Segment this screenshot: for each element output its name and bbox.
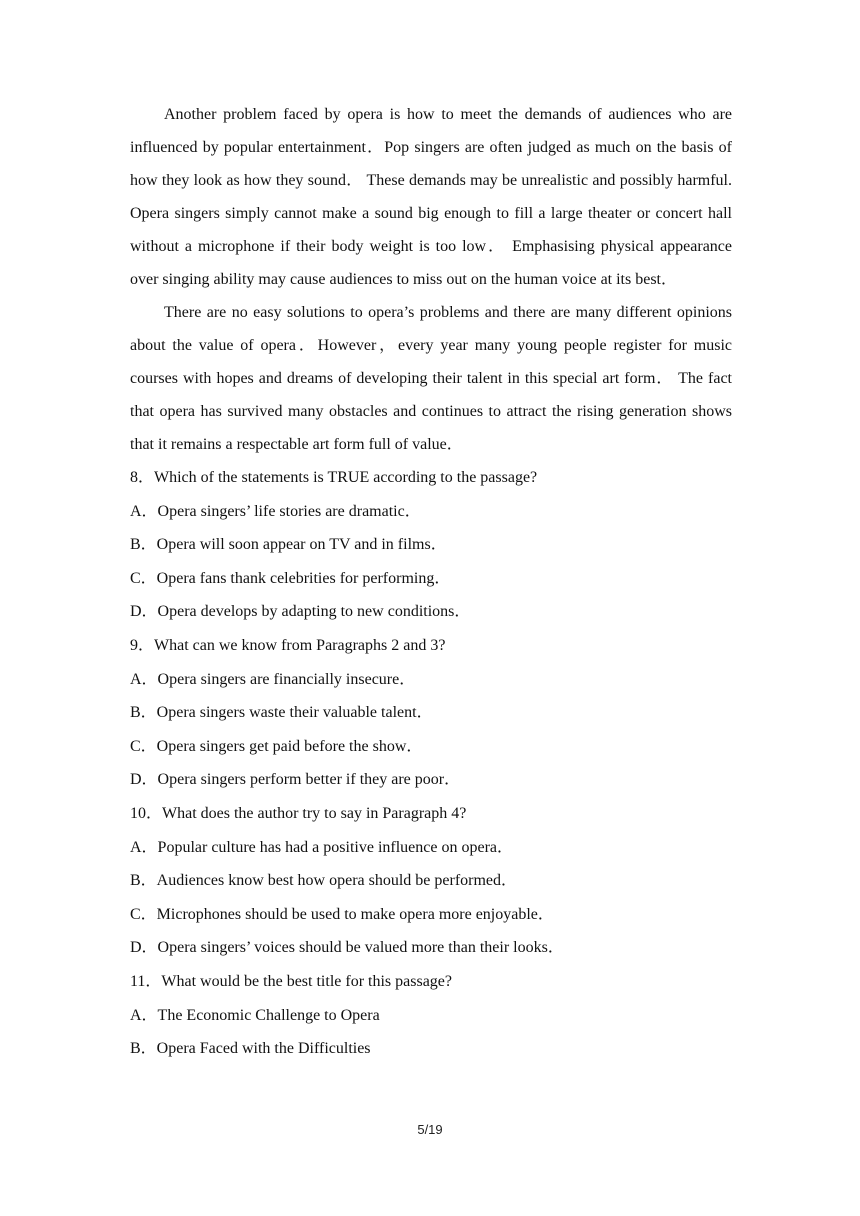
question-9-option-a: A．Opera singers are financially insecure． xyxy=(130,670,416,688)
question-9-option-d: D．Opera singers perform better if they are poor． xyxy=(130,771,461,789)
question-10-option-a: A．Popular culture has had a positive influence on opera． xyxy=(130,838,514,856)
question-10-option-c: C．Microphones should be used to make opera more enjoyable． xyxy=(130,905,554,923)
question-10-option-d: D．Opera singers’ voices should be valued more than their looks． xyxy=(130,939,564,957)
question-10 xyxy=(130,797,732,965)
question-8-option-b: B．Opera will soon appear on TV and in films． xyxy=(130,536,447,554)
question-9-option-c: C．Opera singers get paid before the show． xyxy=(130,737,423,755)
question-9-stem: 9．What can we know from Paragraphs 2 and 3? xyxy=(130,636,446,654)
question-11-stem: 11．What would be the best title for this passage? xyxy=(130,972,452,990)
question-8-stem: 8．Which of the statements is TRUE according to the passage? xyxy=(130,469,538,486)
question-8 xyxy=(130,461,732,629)
passage-paragraph-2: There are no easy solutions to opera’s problems and there are many different opinions about the value of opera．However，every year many young people register for music courses with hopes and dreams of developing their talent in this special art form． The fact that opera has survived many obstacles and continues to attract the rising generation shows that it remains a respectable art form full of value． xyxy=(130,304,732,453)
passage-paragraph-1: Another problem faced by opera is how to meet the demands of audiences who are influenced by popular entertainment．Pop singers are often judged as much on the basis of how they look as how they sound． These demands may be unrealistic and possibly harmful. Opera singers simply cannot make a sound big enough to fill a large theater or concert hall without a microphone if their body weight is too low． Emphasising physical appearance over singing ability may cause audiences to miss out on the human voice at its best． xyxy=(130,106,732,288)
page-number: 5/19 xyxy=(417,1122,443,1137)
question-11 xyxy=(130,965,732,1066)
document-content xyxy=(130,98,732,1066)
question-11-option-a: A．The Economic Challenge to Opera xyxy=(130,1006,380,1024)
question-9-option-b: B．Opera singers waste their valuable talent． xyxy=(130,704,433,722)
question-8-option-a: A．Opera singers’ life stories are dramatic． xyxy=(130,502,421,520)
question-8-option-d: D．Opera develops by adapting to new conditions． xyxy=(130,603,471,621)
question-10-stem: 10．What does the author try to say in Paragraph 4? xyxy=(130,804,467,822)
question-10-option-b: B．Audiences know best how opera should be performed． xyxy=(130,872,518,890)
question-11-option-b: B．Opera Faced with the Difficulties xyxy=(130,1040,371,1058)
question-8-option-c: C．Opera fans thank celebrities for performing． xyxy=(130,569,451,587)
question-9 xyxy=(130,629,732,797)
